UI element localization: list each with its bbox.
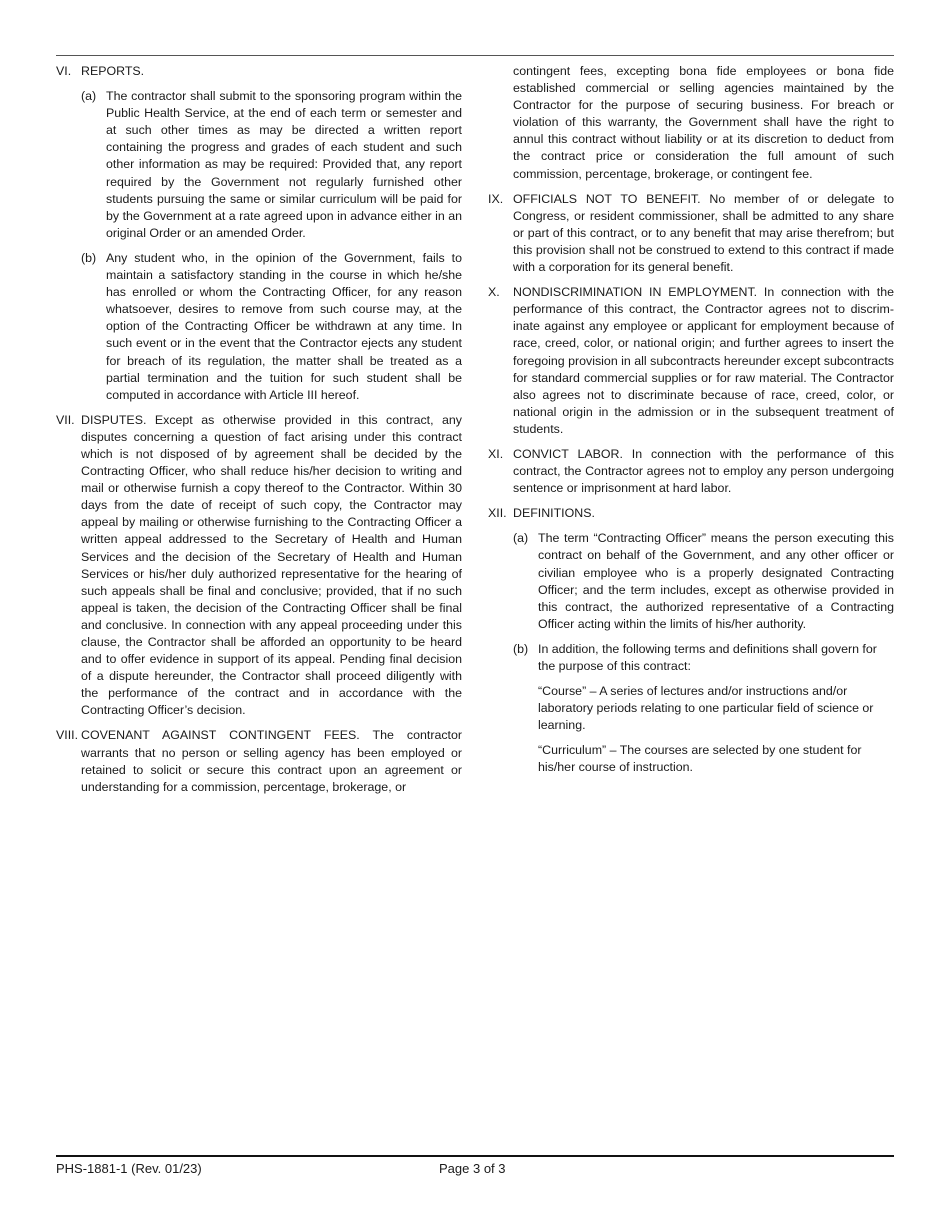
section-viii-continued [488, 63, 894, 183]
section-number: X. [488, 285, 500, 300]
definition-course: “Course” – A series of lectures and/or instructions and/or laboratory periods relating to one particular field of science or learning. [538, 684, 874, 733]
section-ix [488, 191, 894, 276]
clause-label: (b) [513, 641, 529, 656]
section-number: IX. [488, 191, 504, 206]
section-text: COVENANT AGAINST CONTINGENT FEES. The contractor warrants that no person or selling agency has been employed or retained to solicit or secure this contract upon an agreement or understanding for a commission, percentage, brokerage, or [81, 728, 462, 794]
section-number: XII. [488, 506, 507, 521]
left-column [56, 63, 462, 804]
section-vii [56, 412, 462, 720]
section-x [488, 284, 894, 438]
section-text: OFFICIALS NOT TO BENEFIT. No member of or delegate to Congress, or resident commissioner, shall be admitted to any share or part of this contract, or to any benefit that may arise therefrom; but this provision shall not be construed to extend to this contract if made with a corporation for its general benefit. [513, 191, 894, 275]
clause-xii-b [513, 641, 894, 777]
definition-curriculum: “Curriculum” – The courses are selected by one student for his/her course of instruction. [538, 743, 862, 775]
section-xii [488, 505, 894, 776]
form-id: PHS-1881-1 (Rev. 01/23) [56, 1161, 202, 1176]
page-number: Page 3 of 3 [439, 1161, 506, 1176]
clause-label: (a) [513, 531, 529, 546]
section-vi [56, 63, 462, 404]
section-number: VIII. [56, 728, 79, 743]
section-text: contingent fees, excepting bona fide employees or bona fide established commercial or selling agencies maintained by the Contractor for the purpose of securing business. For breach or violation of this warranty, the Government shall have the right to annul this contract without liability or at its discretion to deduct from the contract price or consideration the full amount of such commission, percentage, brokerage, or contingent fee. [513, 64, 894, 181]
footer-rule [56, 1155, 894, 1157]
top-rule [56, 55, 894, 56]
clause-label: (a) [81, 89, 97, 104]
section-text: DISPUTES. Except as otherwise provided in this contract, any disputes concerning a question of fact arising under this contract which is not disposed of by agreement shall be decided by the Contracting Officer, who shall reduce his/her decision to writing and mail or otherwise furnish a copy thereof to the Contractor. Within 30 days from the date of receipt of such copy, the Contractor may appeal by mailing or otherwise furnishing to the Contracting Officer a written appeal addressed to the Secretary of Health and Human Services and the decision of the Secretary of Health and Human Services or his/her duly authorized representative for the hearing of such appeals shall be final and conclusive; provided, that if no such appeal is taken, the decision of the Contracting Officer shall be final and conclusive. In connection with any appeal proceeding under this clause, the Contractor shall be afforded an opportunity to be heard and to offer evidence in support of its appeal. Pending final decision of a dispute hereunder, the Contractor shall proceed diligently with the performance of the contract and in accordance with the Contracting Officer’s decision. [81, 412, 462, 718]
clause-vi-a [81, 88, 462, 242]
section-number: VII. [56, 412, 75, 427]
section-number: VI. [56, 64, 72, 78]
clause-vi-b [81, 250, 462, 404]
clause-text: In addition, the following terms and definitions shall govern for the purpose of this contract: [538, 641, 877, 673]
clause-text: Any student who, in the opinion of the Government, fails to maintain a satisfactory standing in the course in which he/she has enrolled or whom the Contracting Officer, for any reason whatsoever, desires to remove from such course may, at the option of the Contracting Officer be withdrawn at any time. In such event or in the event that the Contractor ejects any student for breach of its regulation, the matter shall be treated as a partial termination and the tuition for such student shall be computed in accordance with Article III hereof. [106, 250, 462, 402]
section-text: NONDISCRIMINATION IN EMPLOYMENT. In connection with the performance of this contract, the Contractor agrees not to discriminate against any employee or applicant for employment because of race, creed, color, or national origin; and further agrees to insert the foregoing provision in all subcontracts hereunder except subcontracts for standard commercial supplies or for raw material. The Contractor also agrees not to discriminate because of race, creed, color, or national origin in the admission or in the subsequent treatment of students. [513, 285, 894, 436]
section-viii [56, 727, 462, 795]
section-title: REPORTS. [81, 64, 145, 78]
section-title: DEFINITIONS. [513, 506, 595, 521]
clause-xii-a [513, 530, 894, 633]
section-xi [488, 446, 894, 497]
right-column [488, 63, 894, 785]
clause-text: The term “Contracting Officer” means the person executing this contract on behalf of the Government, and any other officer or civilian employee who is a properly designated Contracting Officer; and the term includes, except as otherwise provided in this contract, the authorized representative of a Contracting Officer acting within the limits of his/her authority. [538, 531, 894, 631]
section-text: CONVICT LABOR. In connection with the performance of this contract, the Contractor agrees not to employ any person undergoing sentence or imprisonment at hard labor. [513, 446, 894, 496]
clause-text: The contractor shall submit to the sponsoring program within the Public Health Service, at the end of each term or semester and at such other times as may be directed a written report containing the progress and grades of each student and such other information as may be required: Provided that, any report required by the Government not regularly furnished other students pursuing the same or similar curriculum will be paid for by the Government at a rate agreed upon in advance either in an original Order or an amended Order. [106, 89, 462, 240]
section-number: XI. [488, 446, 504, 461]
clause-label: (b) [81, 250, 97, 265]
